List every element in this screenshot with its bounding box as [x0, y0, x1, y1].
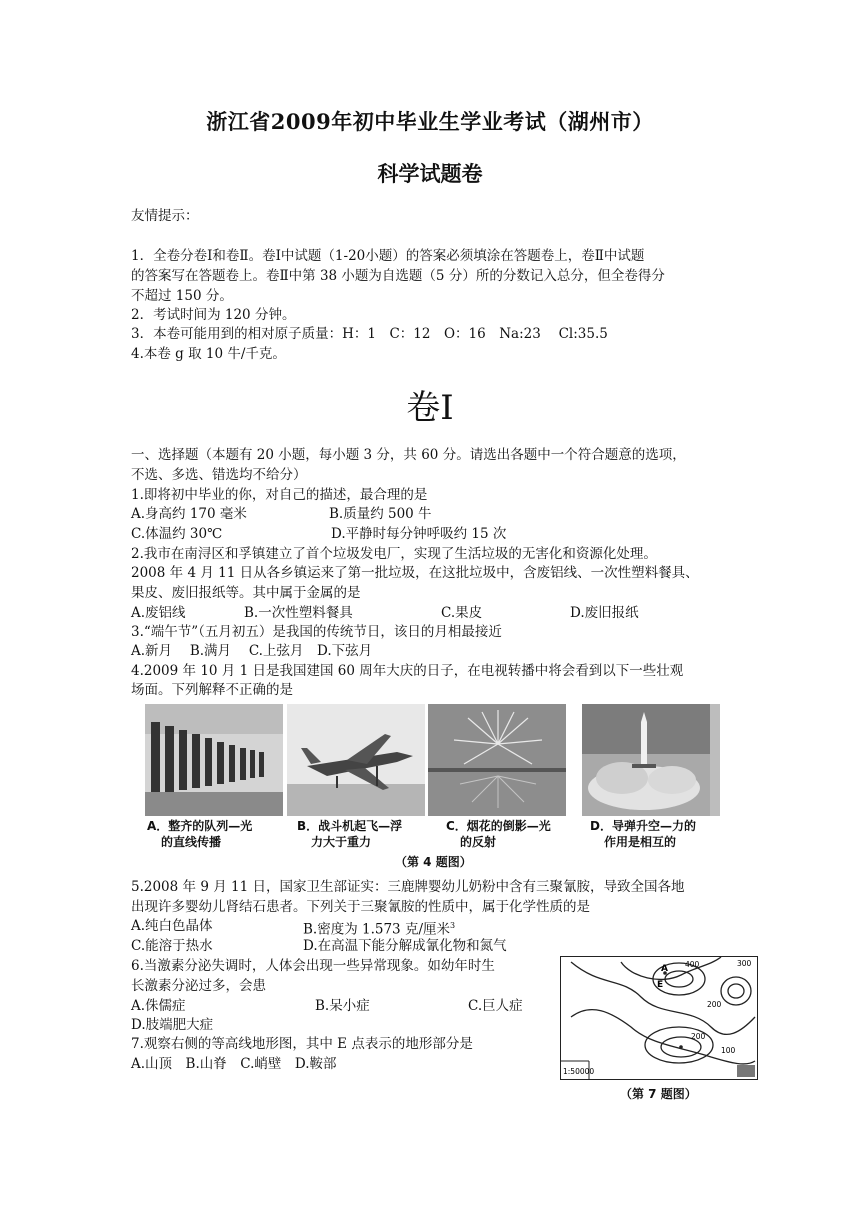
- photo-missile-launch: [582, 704, 720, 816]
- q4-caption-a-line-2: 的直线传播: [161, 835, 222, 849]
- q2-option-c: C.果皮: [441, 605, 483, 621]
- notice-item-1-line-1: 1．全卷分卷Ⅰ和卷Ⅱ。卷Ⅰ中试题（1-20小题）的答案必须填涂在答题卷上，卷Ⅱ中试题: [131, 248, 645, 264]
- q4-caption-a-line-1: A．整齐的队列—光: [147, 819, 253, 833]
- notice-item-3: 3．本卷可能用到的相对原子质量：H：1 C：12 O：16 Na:23 Cl:35.5: [131, 326, 608, 342]
- q5-line-2: 出现许多婴幼儿肾结石患者。下列关于三聚氰胺的性质中，属于化学性质的是: [131, 899, 590, 915]
- map-label-a: A: [661, 964, 668, 974]
- q5-option-b-superscript: 3: [450, 921, 456, 930]
- q6-option-b: B.呆小症: [315, 998, 370, 1014]
- q4-caption-d-line-1: D．导弹升空—力的: [590, 819, 696, 833]
- q4-caption-d: [590, 818, 696, 850]
- map-label-100: 100: [721, 1046, 736, 1055]
- notice-item-2: 2．考试时间为 120 分钟。: [131, 307, 296, 323]
- q1-option-c: C.体温约 30℃: [131, 526, 223, 542]
- contour-map: [560, 956, 758, 1080]
- q7-stem: 7.观察右侧的等高线地形图，其中 E 点表示的地形部分是: [131, 1036, 473, 1052]
- q1-option-d: D.平静时每分钟呼吸约 15 次: [331, 526, 507, 542]
- q4-line-1: 4.2009 年 10 月 1 日是我国建国 60 周年大庆的日子，在电视转播中将会看到以下一些壮观: [131, 663, 684, 679]
- map-label-200-lower: 200: [691, 1032, 706, 1041]
- notice-item-1-line-2: 的答案写在答题卷上。卷Ⅱ中第 38 小题为自选题（5 分）所的分数记入总分，但全卷得分: [131, 268, 665, 284]
- q1-option-a: A.身高约 170 毫米: [131, 506, 247, 522]
- map-label-e: E: [657, 980, 664, 990]
- q4-caption-d-line-2: 作用是相互的: [604, 835, 677, 849]
- q4-line-2: 场面。下列解释不正确的是: [131, 682, 293, 698]
- page-subtitle: 科学试题卷: [377, 161, 483, 186]
- q4-caption-b-line-2: 力大于重力: [311, 835, 372, 849]
- q5-option-c: C.能溶于热水: [131, 938, 213, 954]
- q4-caption-a: [147, 818, 252, 850]
- q5-line-1: 5.2008 年 9 月 11 日，国家卫生部证实：三鹿牌婴幼儿奶粉中含有三聚氰胺，导致全国各地: [131, 879, 685, 895]
- q2-option-b: B.一次性塑料餐具: [244, 605, 353, 621]
- part1-intro-line-2: 不选、多选、错选均不给分）: [131, 467, 307, 483]
- q3-stem: 3.“端午节”（五月初五）是我国的传统节日，该日的月相最接近: [131, 624, 502, 640]
- q4-caption-c: [446, 818, 551, 850]
- q2-line-2: 2008 年 4 月 11 日从各乡镇运来了第一批垃圾，在这批垃圾中，含废铝线、一次性塑料餐具、: [131, 565, 699, 581]
- q4-caption-b: [297, 818, 402, 850]
- q1-stem: 1.即将初中毕业的你，对自己的描述，最合理的是: [131, 487, 428, 503]
- q2-option-d: D.废旧报纸: [570, 605, 639, 621]
- photo-fighter-jet: [287, 704, 425, 816]
- q6-line-2: 长激素分泌过多，会患: [131, 978, 266, 994]
- notice-item-1-line-3: 不超过 150 分。: [131, 288, 233, 304]
- q6-line-1: 6.当激素分泌失调时，人体会出现一些异常现象。如幼年时生: [131, 958, 495, 974]
- q2-line-1: 2.我市在南浔区和孚镇建立了首个垃圾发电厂，实现了生活垃圾的无害化和资源化处理。: [131, 546, 657, 562]
- part1-intro-line-1: 一、选择题（本题有 20 小题，每小题 3 分，共 60 分。请选出各题中一个符合题意的选项，: [131, 447, 686, 463]
- q7-figure-caption: （第 7 题图）: [620, 1087, 697, 1101]
- q4-caption-c-line-1: C．烟花的倒影—光: [446, 819, 551, 833]
- q2-line-3: 果皮、废旧报纸等。其中属于金属的是: [131, 585, 361, 601]
- notice-item-4: 4.本卷 g 取 10 牛/千克。: [131, 346, 286, 362]
- page-title: 浙江省2009年初中毕业生学业考试（湖州市）: [206, 109, 654, 134]
- q1-option-b: B.质量约 500 牛: [329, 506, 432, 522]
- q5-option-b-text: B.密度为 1.573 克/厘米: [303, 921, 450, 938]
- q4-caption-b-line-1: B．战斗机起飞—浮: [297, 819, 403, 833]
- map-label-300: 300: [737, 959, 752, 968]
- q3-options: A.新月 B.满月 C.上弦月 D.下弦月: [131, 643, 373, 659]
- q6-option-d: D.肢端肥大症: [131, 1017, 214, 1033]
- q5-option-a: A.纯白色晶体: [131, 918, 213, 934]
- section-title: 卷Ⅰ: [406, 388, 454, 428]
- notice-label: 友情提示：: [131, 208, 199, 224]
- q6-option-c: C.巨人症: [468, 998, 523, 1014]
- map-label-200-upper: 200: [707, 1000, 722, 1009]
- q2-option-a: A.废铝线: [131, 605, 186, 621]
- photo-fireworks-reflection: [428, 704, 566, 816]
- q7-options: A.山顶 B.山脊 C.峭壁 D.鞍部: [131, 1056, 337, 1072]
- q5-option-d: D.在高温下能分解成氰化物和氮气: [303, 938, 507, 954]
- q4-caption-c-line-2: 的反射: [460, 835, 497, 849]
- photo-marching-formation: [145, 704, 283, 816]
- map-scale: 1:50000: [563, 1067, 595, 1076]
- q6-option-a: A.侏儒症: [131, 998, 186, 1014]
- map-label-400: 400: [685, 960, 700, 969]
- q4-figure-caption: （第 4 题图）: [395, 855, 472, 869]
